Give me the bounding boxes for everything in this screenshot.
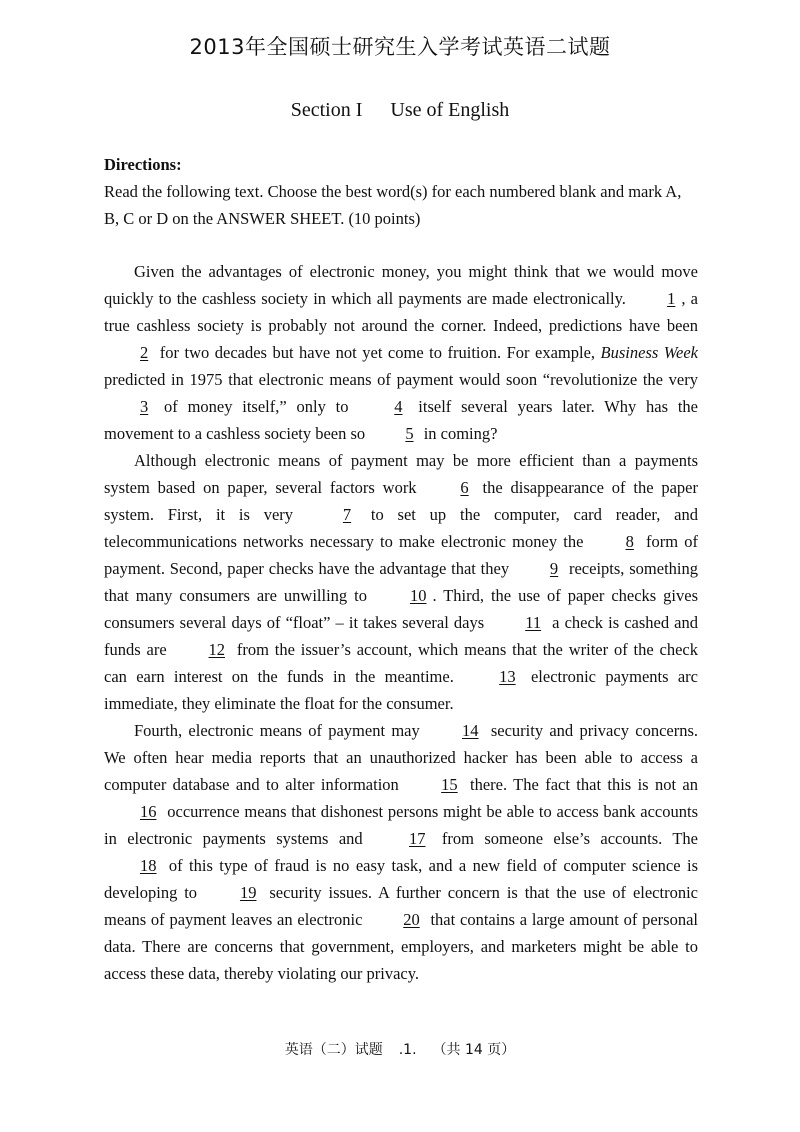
blank-5: 5 <box>405 424 414 443</box>
text-run: in coming? <box>419 424 498 443</box>
blank-15: 15 <box>441 775 458 794</box>
text-run: receipts, something that many consumers are unwilling to <box>104 559 698 605</box>
text-run: for two decades but have not yet come to fruition. For example, <box>154 343 601 362</box>
blank-10: 10 <box>409 586 427 605</box>
page-title: 2013年全国硕士研究生入学考试英语二试题 <box>189 35 611 59</box>
blank-11: 11 <box>525 613 542 632</box>
footer-subject: 英语（二）试题 <box>284 1042 383 1058</box>
text-run: that contains a large amount of personal data. There are concerns that government, employers, and marketers might be able to access these data, thereby violating our privacy. <box>104 910 698 983</box>
text-run: from the issuer’s account, which means that the writer of the check can earn interest on the funds in the meantime. <box>104 640 699 686</box>
text-run: of money itself,” only to <box>154 397 359 416</box>
paragraph-3 <box>104 717 698 987</box>
text-run: from someone else’s accounts. The <box>431 829 698 848</box>
paragraph-1 <box>104 258 698 447</box>
section-heading <box>0 99 800 122</box>
text-run: . Third, the use of paper checks gives consumers several days of “float” – it takes several days <box>104 586 698 632</box>
text-run: security issues. A further concern is that the use of electronic means of payment leaves an electronic <box>104 883 698 929</box>
blank-16: 16 <box>140 802 157 821</box>
page-footer <box>0 1039 800 1059</box>
paragraph-2 <box>104 447 698 717</box>
text-run: Given the advantages of electronic money, you might think that we would move quickly to the cashless society in which all payments are made electronically. <box>104 262 698 308</box>
text-run: a check is cashed and funds are <box>104 613 699 659</box>
text-run: occurrence means that dishonest persons might be able to access bank accounts in electronic payments systems and <box>104 802 698 848</box>
directions-heading: Directions: <box>104 155 182 174</box>
blank-9: 9 <box>549 559 559 578</box>
text-run: predicted in 1975 that electronic means of payment would soon “revolutionize the very <box>104 370 698 389</box>
text-run: itself several years later. Why has the movement to a cashless society been so <box>104 397 698 443</box>
blank-1: 1 <box>667 289 676 308</box>
blank-2: 2 <box>140 343 149 362</box>
text-run: of this type of fraud is no easy task, and a new field of computer science is developing to <box>104 856 698 902</box>
blank-20: 20 <box>403 910 420 929</box>
blank-12: 12 <box>208 640 225 659</box>
blank-3: 3 <box>140 397 149 416</box>
footer-page-number: .1. <box>398 1042 417 1058</box>
text-run: Although electronic means of payment may be more efficient than a payments system based on paper, several factors work <box>104 451 698 497</box>
text-run: there. The fact that this is not an <box>463 775 698 794</box>
text-run: Fourth, electronic means of payment may <box>134 721 427 740</box>
section-label: Section I <box>290 99 363 121</box>
section-name: Use of English <box>390 99 510 121</box>
blank-4: 4 <box>394 397 403 416</box>
passage <box>104 258 698 987</box>
blank-18: 18 <box>140 856 157 875</box>
blank-19: 19 <box>239 883 257 902</box>
blank-14: 14 <box>462 721 479 740</box>
blank-17: 17 <box>409 829 426 848</box>
publication-title: Business Week <box>600 343 698 362</box>
text-run: security and privacy concerns. We often hear media reports that an unauthorized hacker has been able to access a computer database and to alter information <box>104 721 699 794</box>
blank-13: 13 <box>499 667 516 686</box>
text-run: electronic payments arc immediate, they eliminate the float for the consumer. <box>104 667 699 713</box>
blank-8: 8 <box>625 532 634 551</box>
text-run: form of payment. Second, paper checks have the advantage that they <box>104 532 698 578</box>
footer-total-pages: （共 14 页） <box>432 1042 516 1058</box>
directions-text: Read the following text. Choose the best word(s) for each numbered blank and mark A, B, C or D on the ANSWER SHEET. (10 points) <box>104 182 682 228</box>
text-run: to set up the computer, card reader, and telecommunications networks necessary to make electronic money the <box>104 505 699 551</box>
blank-6: 6 <box>460 478 469 497</box>
content <box>104 151 698 987</box>
text-run: the disappearance of the paper system. First, it is very <box>104 478 698 524</box>
text-run: , a true cashless society is probably not around the corner. Indeed, predictions have been <box>104 289 698 335</box>
blank-7: 7 <box>342 505 352 524</box>
